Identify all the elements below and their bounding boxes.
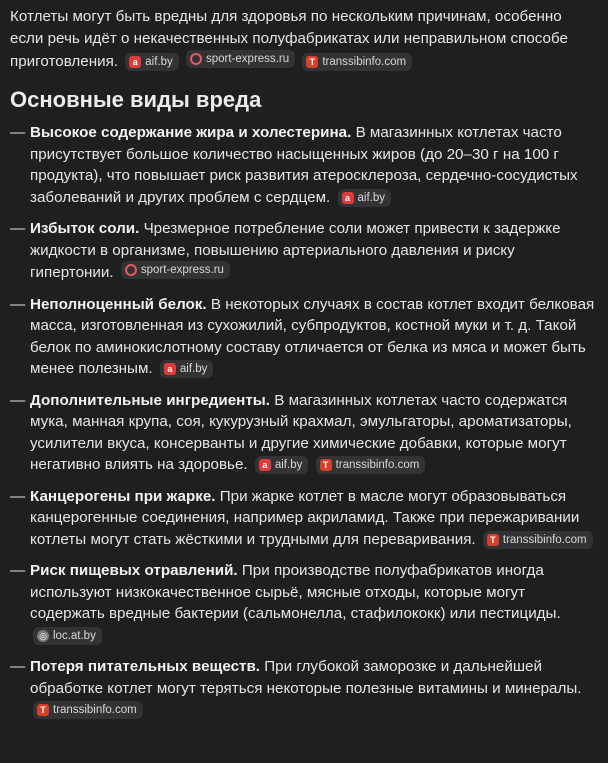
source-chip-aif[interactable] [255, 456, 309, 474]
source-chip-sport-express[interactable] [186, 50, 295, 68]
list-item [10, 656, 598, 721]
source-chip-label: sport-express.ru [140, 264, 224, 276]
list-item [10, 218, 598, 284]
list-item [10, 122, 598, 208]
source-chip-transsibinfo[interactable] [33, 701, 143, 719]
transsibinfo-logo-icon: T [37, 704, 49, 716]
source-chip-label: aif.by [357, 191, 386, 204]
loc-logo-icon: ◎ [37, 630, 49, 642]
item-text: В магазинных котлетах часто содержатся мука, манная крупа, соя, кукурузный крахмал, эмульгаторы, ароматизаторы, усилители вкуса, консерванты и другие химические добавки, которые могут негативно влиять на здоровье. [30, 391, 572, 473]
source-chip-label: transsibinfo.com [322, 56, 407, 68]
source-chip-label: aif.by [274, 459, 303, 471]
list-dash: — [10, 220, 26, 237]
item-text: При жарке котлет в масле могут образовываться канцерогенные соединения, например акриламид. Также при пережаривании котлеты могут стать жёсткими и трудными для переваривания. [30, 487, 580, 548]
source-chip-label: aif.by [145, 56, 173, 68]
source-chip-label: transsibinfo.com [53, 704, 137, 716]
item-text: Чрезмерное потребление соли может привести к задержке жидкости в организме, повышению артериального давления и риску гипертонии. [30, 220, 561, 281]
transsibinfo-logo-icon: T [306, 56, 318, 68]
source-chip-loc[interactable] [33, 627, 102, 645]
item-title: Избыток соли. [30, 220, 140, 237]
item-title: Риск пищевых отравлений. [30, 562, 238, 579]
list-item [10, 390, 598, 476]
list-item [10, 294, 598, 380]
list-item [10, 560, 598, 646]
source-chip-aif[interactable] [338, 189, 392, 207]
intro-paragraph [10, 6, 598, 73]
list-dash: — [10, 391, 26, 409]
list-dash: — [10, 124, 26, 141]
source-chip-label: transsibinfo.com [335, 459, 420, 471]
source-chip-label: sport-express.ru [206, 53, 290, 65]
item-title: Дополнительные ингредиенты. [30, 391, 270, 409]
list-dash: — [10, 562, 26, 579]
harm-list [10, 122, 598, 721]
list-dash: — [10, 658, 26, 675]
section-heading: Основные виды вреда [10, 87, 262, 112]
source-chip-label: loc.at.by [53, 629, 96, 642]
source-chip-transsibinfo[interactable] [483, 531, 593, 549]
item-title: Потеря питательных веществ. [30, 658, 261, 675]
transsibinfo-logo-icon: T [487, 534, 499, 546]
aif-logo-icon: a [259, 459, 271, 471]
source-chip-label: transsibinfo.com [502, 533, 587, 546]
sport-express-logo-icon [125, 264, 137, 276]
source-chip-transsibinfo[interactable] [302, 53, 412, 71]
transsibinfo-logo-icon: T [320, 459, 332, 471]
item-title: Канцерогены при жарке. [30, 487, 216, 505]
source-chip-aif[interactable] [125, 53, 179, 71]
source-chip-label: aif.by [179, 363, 208, 375]
source-chip-sport-express[interactable] [121, 261, 230, 279]
aif-logo-icon: a [164, 363, 176, 375]
item-text: При производстве полуфабрикатов иногда используют низкокачественное сырьё, мясные отходы, которые могут содержать вредные бактерии (сальмонелла, стафилококк) или пестициды. [30, 562, 561, 622]
aif-logo-icon: a [129, 56, 141, 68]
list-item [10, 486, 598, 551]
list-dash: — [10, 487, 26, 505]
list-dash: — [10, 295, 26, 313]
aif-logo-icon: a [342, 192, 354, 204]
intro-text: Котлеты могут быть вредны для здоровья по нескольким причинам, особенно если речь идёт о некачественных полуфабрикатах или неправильном способе приготовления. [10, 8, 568, 70]
source-chip-aif[interactable] [160, 360, 214, 378]
item-text: В некоторых случаях в состав котлет входит белковая масса, изготовленная из сухожилий, субпродуктов, костной муки и т. д. Такой белок по аминокислотному составу отличается от белка из мяса и может быть менее полезным. [30, 295, 595, 377]
item-text: При глубокой заморозке и дальнейшей обработке котлет могут теряться некоторые полезные витамины и минералы. [30, 658, 582, 697]
sport-express-logo-icon [190, 53, 202, 65]
item-title: Высокое содержание жира и холестерина. [30, 124, 352, 141]
item-text: В магазинных котлетах часто присутствует большое количество насыщенных жиров (до 20–30 г на 100 г продукта), что повышает риск развития атеросклероза, сердечно-сосудистых заболеваний и других проблем с сердцем. [30, 124, 578, 206]
source-chip-transsibinfo[interactable] [316, 456, 426, 474]
item-title: Неполноценный белок. [30, 295, 207, 313]
